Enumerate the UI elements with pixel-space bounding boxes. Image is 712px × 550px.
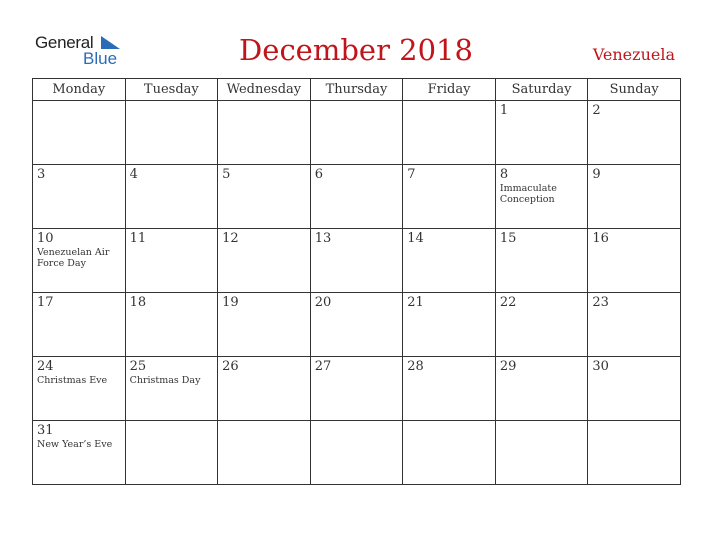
day-number: 6 xyxy=(314,167,323,182)
country-label: Venezuela xyxy=(592,45,675,64)
day-cell xyxy=(218,229,311,293)
day-number xyxy=(33,101,125,103)
week-row xyxy=(33,101,681,165)
day-cell xyxy=(403,293,496,357)
day-number: 29 xyxy=(499,359,517,374)
day-cell xyxy=(310,101,403,165)
day-number: 27 xyxy=(314,359,332,374)
day-cell xyxy=(588,357,681,421)
day-cell xyxy=(218,357,311,421)
day-cell xyxy=(125,293,218,357)
day-number xyxy=(588,421,680,423)
calendar-grid xyxy=(32,78,681,485)
week-row xyxy=(33,229,681,293)
day-number: 31 xyxy=(37,423,54,438)
day-number: 24 xyxy=(37,359,54,374)
weekday-monday: Monday xyxy=(33,79,126,101)
day-number xyxy=(218,421,310,423)
day-cell xyxy=(495,293,588,357)
day-cell xyxy=(588,421,681,485)
day-cell xyxy=(495,357,588,421)
day-cell xyxy=(125,421,218,485)
holiday-label: Immaculate Conception xyxy=(499,183,557,205)
weekday-saturday: Saturday xyxy=(495,79,588,101)
day-cell xyxy=(403,421,496,485)
day-number: 8 xyxy=(499,167,509,182)
weekday-header-row xyxy=(33,79,681,101)
day-number: 14 xyxy=(407,231,424,246)
day-number: 28 xyxy=(407,359,424,374)
day-cell xyxy=(495,101,588,165)
holiday-label: Christmas Eve xyxy=(37,375,108,386)
day-number: 7 xyxy=(407,167,416,182)
day-number xyxy=(403,421,495,423)
day-number: 10 xyxy=(37,231,54,246)
day-number xyxy=(311,421,403,423)
day-number xyxy=(311,101,403,103)
weekday-wednesday: Wednesday xyxy=(218,79,311,101)
day-cell xyxy=(310,165,403,229)
day-cell xyxy=(588,293,681,357)
day-cell xyxy=(403,229,496,293)
day-number: 5 xyxy=(222,167,231,182)
day-cell xyxy=(218,293,311,357)
day-number: 4 xyxy=(129,167,138,182)
day-number xyxy=(126,421,218,423)
day-number: 20 xyxy=(314,295,332,310)
day-number: 15 xyxy=(499,231,517,246)
day-cell xyxy=(33,293,126,357)
day-cell xyxy=(310,293,403,357)
holiday-label: Venezuelan Air Force Day xyxy=(37,247,110,269)
day-cell xyxy=(495,229,588,293)
day-cell xyxy=(403,101,496,165)
logo-word-blue: Blue xyxy=(83,49,118,68)
day-cell xyxy=(218,421,311,485)
day-number: 13 xyxy=(314,231,332,246)
calendar-body xyxy=(33,101,681,485)
week-row xyxy=(33,293,681,357)
day-cell xyxy=(588,101,681,165)
week-row xyxy=(33,357,681,421)
day-cell xyxy=(495,421,588,485)
day-cell xyxy=(33,101,126,165)
day-cell xyxy=(310,421,403,485)
day-number: 23 xyxy=(592,295,609,310)
day-cell xyxy=(495,165,588,229)
day-cell xyxy=(218,101,311,165)
day-number: 26 xyxy=(222,359,239,374)
day-number: 3 xyxy=(37,167,46,182)
day-cell xyxy=(403,357,496,421)
day-cell xyxy=(588,229,681,293)
day-number: 19 xyxy=(222,295,239,310)
holiday-label: New Year’s Eve xyxy=(37,439,113,450)
day-number xyxy=(496,421,588,423)
weekday-sunday: Sunday xyxy=(588,79,681,101)
day-cell xyxy=(310,229,403,293)
day-number: 17 xyxy=(37,295,54,310)
day-cell xyxy=(403,165,496,229)
day-cell xyxy=(33,165,126,229)
day-number xyxy=(126,101,218,103)
day-cell xyxy=(310,357,403,421)
day-cell xyxy=(125,229,218,293)
weekday-friday: Friday xyxy=(403,79,496,101)
day-cell xyxy=(33,421,126,485)
day-cell xyxy=(125,165,218,229)
day-cell xyxy=(588,165,681,229)
day-cell xyxy=(125,357,218,421)
holiday-label: Christmas Day xyxy=(129,375,201,386)
week-row xyxy=(33,165,681,229)
day-number: 16 xyxy=(592,231,609,246)
weekday-tuesday: Tuesday xyxy=(125,79,218,101)
day-number: 11 xyxy=(129,231,147,246)
day-cell xyxy=(125,101,218,165)
day-number: 25 xyxy=(129,359,147,374)
day-number: 2 xyxy=(592,103,601,118)
day-number xyxy=(403,101,495,103)
day-number: 30 xyxy=(592,359,609,374)
day-cell xyxy=(33,357,126,421)
day-number: 21 xyxy=(407,295,424,310)
day-number: 9 xyxy=(592,167,601,182)
calendar-title: December 2018 xyxy=(239,33,473,67)
day-number: 18 xyxy=(129,295,147,310)
day-cell xyxy=(33,229,126,293)
day-cell xyxy=(218,165,311,229)
day-number: 12 xyxy=(222,231,239,246)
day-number xyxy=(218,101,310,103)
weekday-thursday: Thursday xyxy=(310,79,403,101)
week-row xyxy=(33,421,681,485)
logo-word-general: General xyxy=(35,33,94,52)
day-number: 22 xyxy=(499,295,517,310)
day-number: 1 xyxy=(499,103,509,118)
